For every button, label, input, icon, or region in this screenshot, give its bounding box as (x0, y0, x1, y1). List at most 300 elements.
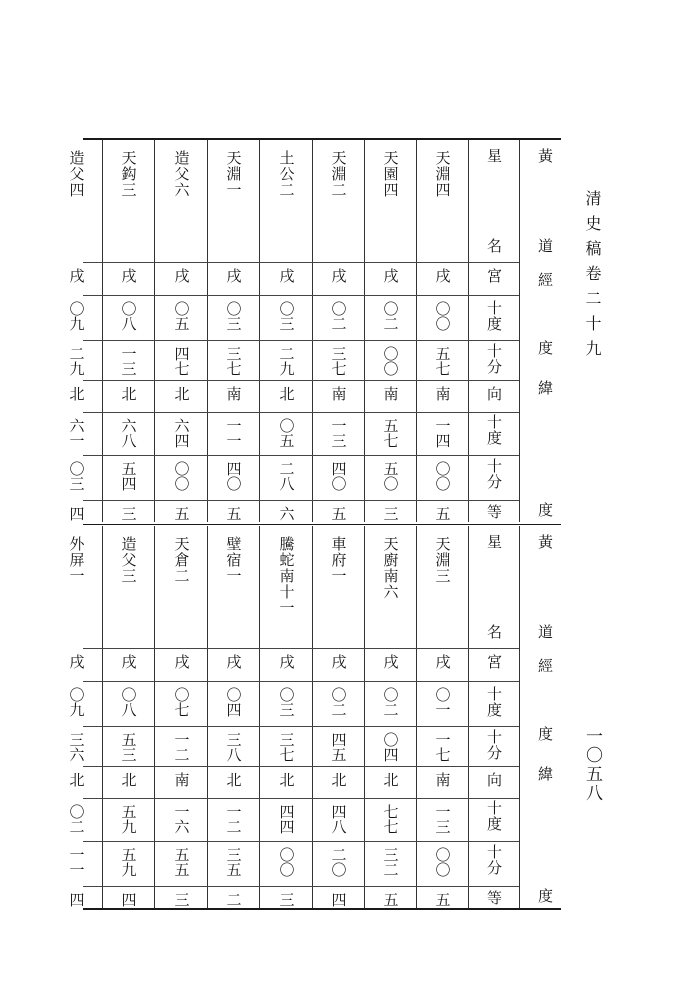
header-column-rule (519, 140, 520, 522)
cell-mag (364, 892, 416, 910)
cell-value: 〇八 (119, 301, 138, 331)
star-name: 造父六 (172, 150, 191, 198)
cell-name (312, 536, 364, 648)
cell-value: 戌 (329, 654, 348, 669)
cell-value: 五 (329, 506, 348, 521)
cell-mag (312, 892, 364, 910)
cell-mag (155, 892, 207, 910)
cell-wfen (260, 461, 312, 500)
cell-value: 〇二 (381, 687, 400, 717)
label-shifen_b: 十分 (485, 458, 503, 490)
cell-gong (50, 268, 102, 295)
row-rule (83, 500, 519, 501)
cell-value: 一一 (67, 847, 86, 877)
cell-dir (364, 386, 416, 412)
cell-mag (207, 892, 259, 910)
cell-value: 北 (277, 386, 296, 401)
cell-value: 〇八 (119, 687, 138, 717)
cell-wdu (102, 804, 154, 841)
cell-value: 六四 (172, 418, 191, 448)
column-rule (468, 140, 469, 522)
cell-value: 戌 (381, 268, 400, 283)
cell-wdu (416, 804, 468, 841)
cell-value: 北 (329, 772, 348, 787)
star-name: 壁宿一 (224, 536, 243, 584)
cell-dir (102, 772, 154, 798)
cell-value: 〇〇 (433, 461, 452, 491)
row-rule (83, 886, 519, 887)
cell-value: 一三 (119, 346, 138, 376)
header-title: 黃 (536, 148, 554, 164)
cell-value: 〇四 (381, 732, 400, 762)
cell-wdu (416, 418, 468, 455)
cell-value: 南 (172, 772, 191, 787)
label-xiang: 向 (485, 772, 503, 788)
cell-value: 〇二 (381, 301, 400, 331)
cell-jdu (416, 301, 468, 340)
cell-value: 五〇 (381, 461, 400, 491)
star-name: 天廚南六 (381, 536, 400, 600)
header-du: 度 (536, 726, 554, 742)
cell-value: 戌 (67, 654, 86, 669)
cell-gong (207, 268, 259, 295)
cell-name (260, 150, 312, 262)
cell-jdu (50, 687, 102, 726)
cell-jfen (312, 732, 364, 766)
cell-mag (416, 506, 468, 524)
cell-value: 三 (381, 506, 400, 521)
cell-value: 三七 (277, 732, 296, 762)
cell-value: 一二 (172, 732, 191, 762)
cell-wfen (207, 461, 259, 500)
star-name: 天淵一 (224, 150, 243, 198)
cell-value: 北 (119, 772, 138, 787)
row-rule (83, 455, 519, 456)
cell-wdu (50, 418, 102, 455)
cell-dir (312, 386, 364, 412)
cell-value: 二 (224, 892, 243, 907)
cell-wfen (260, 847, 312, 886)
cell-wfen (50, 461, 102, 500)
label-shidu_a: 十度 (485, 300, 503, 332)
cell-dir (260, 386, 312, 412)
cell-value: 〇五 (277, 418, 296, 448)
column-rule (468, 526, 469, 908)
label-gong: 宮 (485, 654, 503, 670)
row-rule (83, 726, 519, 727)
cell-wdu (312, 804, 364, 841)
cell-wfen (416, 461, 468, 500)
cell-value: 一三 (329, 418, 348, 448)
cell-value: 〇七 (172, 687, 191, 717)
cell-name (416, 536, 468, 648)
cell-value: 四〇 (329, 461, 348, 491)
cell-wdu (50, 804, 102, 841)
label-shidu_a: 十度 (485, 686, 503, 718)
cell-mag (364, 506, 416, 524)
cell-value: 〇〇 (433, 847, 452, 877)
cell-wfen (102, 461, 154, 500)
cell-jfen (416, 732, 468, 766)
cell-value: 〇三 (277, 687, 296, 717)
cell-dir (50, 386, 102, 412)
cell-dir (416, 386, 468, 412)
cell-jdu (416, 687, 468, 726)
page-number: 一〇五八 (582, 727, 602, 803)
label-deng: 等 (485, 504, 503, 520)
star-name: 天淵四 (433, 150, 452, 198)
header-title: 黃 (536, 534, 554, 550)
cell-value: 〇〇 (277, 847, 296, 877)
cell-gong (416, 268, 468, 295)
cell-jfen (155, 346, 207, 380)
row-rule (83, 412, 519, 413)
cell-value: 五九 (119, 804, 138, 834)
cell-value: 一四 (433, 418, 452, 448)
cell-dir (207, 386, 259, 412)
cell-jdu (50, 301, 102, 340)
cell-name (364, 150, 416, 262)
cell-dir (260, 772, 312, 798)
cell-dir (207, 772, 259, 798)
cell-gong (260, 654, 312, 681)
cell-jfen (207, 346, 259, 380)
star-name: 天淵二 (329, 150, 348, 198)
cell-wdu (155, 804, 207, 841)
cell-wdu (364, 418, 416, 455)
cell-gong (260, 268, 312, 295)
cell-name (50, 536, 102, 648)
cell-name (364, 536, 416, 648)
cell-mag (207, 506, 259, 524)
cell-wdu (207, 804, 259, 841)
cell-gong (155, 654, 207, 681)
cell-value: 二〇 (329, 847, 348, 877)
cell-value: 南 (381, 386, 400, 401)
cell-jfen (364, 346, 416, 380)
cell-value: 北 (172, 386, 191, 401)
cell-value: 一七 (433, 732, 452, 762)
cell-value: 戌 (381, 654, 400, 669)
star-name: 騰蛇南十一 (277, 536, 296, 616)
cell-wdu (312, 418, 364, 455)
cell-jdu (260, 687, 312, 726)
cell-mag (50, 506, 102, 524)
cell-value: 三二 (381, 847, 400, 877)
cell-mag (102, 892, 154, 910)
cell-jdu (312, 301, 364, 340)
header-jing: 經 (536, 272, 554, 288)
cell-wdu (102, 418, 154, 455)
cell-wfen (50, 847, 102, 886)
cell-name (50, 150, 102, 262)
header-wei: 緯 (536, 380, 554, 396)
cell-gong (102, 268, 154, 295)
cell-wfen (416, 847, 468, 886)
cell-wfen (207, 847, 259, 886)
cell-jfen (50, 732, 102, 766)
cell-value: 一一 (224, 418, 243, 448)
row-rule (83, 295, 519, 296)
cell-value: 五三 (119, 732, 138, 762)
cell-wfen (155, 461, 207, 500)
cell-value: 〇九 (67, 301, 86, 331)
cell-wdu (260, 418, 312, 455)
cell-jfen (416, 346, 468, 380)
cell-dir (364, 772, 416, 798)
label-xiang: 向 (485, 386, 503, 402)
cell-gong (312, 654, 364, 681)
cell-value: 〇五 (172, 301, 191, 331)
cell-value: 四 (67, 892, 86, 907)
cell-value: 三六 (67, 732, 86, 762)
label-ming: 名 (485, 624, 503, 640)
cell-value: 北 (67, 386, 86, 401)
cell-jfen (50, 346, 102, 380)
cell-value: 戌 (172, 268, 191, 283)
cell-value: 五五 (172, 847, 191, 877)
label-deng: 等 (485, 890, 503, 906)
row-rule (83, 841, 519, 842)
row-rule (83, 681, 519, 682)
cell-value: 五 (381, 892, 400, 907)
cell-value: 六一 (67, 418, 86, 448)
cell-gong (155, 268, 207, 295)
cell-jfen (312, 346, 364, 380)
cell-name (155, 536, 207, 648)
cell-gong (364, 268, 416, 295)
row-rule (83, 798, 519, 799)
cell-value: 二八 (277, 461, 296, 491)
star-name: 造父四 (67, 150, 86, 198)
cell-jfen (155, 732, 207, 766)
running-head: 清史稿卷二十九 (583, 190, 602, 365)
star-name: 天淵三 (433, 536, 452, 584)
cell-value: 〇一 (433, 687, 452, 717)
cell-mag (50, 892, 102, 910)
cell-wdu (364, 804, 416, 841)
cell-value: 〇九 (67, 687, 86, 717)
cell-mag (312, 506, 364, 524)
cell-value: 戌 (277, 268, 296, 283)
cell-value: 五 (433, 892, 452, 907)
cell-value: 北 (67, 772, 86, 787)
header-column-rule (519, 526, 520, 908)
cell-jdu (312, 687, 364, 726)
cell-value: 〇〇 (172, 461, 191, 491)
cell-value: 南 (224, 386, 243, 401)
cell-value: 〇三 (277, 301, 296, 331)
cell-jdu (364, 687, 416, 726)
cell-mag (260, 892, 312, 910)
cell-gong (416, 654, 468, 681)
cell-value: 戌 (224, 654, 243, 669)
cell-value: 五 (224, 506, 243, 521)
cell-wfen (364, 847, 416, 886)
cell-jdu (102, 687, 154, 726)
star-name: 天倉二 (172, 536, 191, 584)
cell-value: 〇三 (224, 301, 243, 331)
cell-name (207, 536, 259, 648)
cell-gong (50, 654, 102, 681)
cell-value: 南 (433, 386, 452, 401)
cell-value: 三 (277, 892, 296, 907)
cell-name (102, 536, 154, 648)
cell-value: 三 (119, 506, 138, 521)
cell-value: 〇二 (67, 804, 86, 834)
cell-gong (364, 654, 416, 681)
cell-jfen (260, 346, 312, 380)
row-rule (83, 766, 519, 767)
cell-value: 三七 (329, 346, 348, 376)
cell-value: 四八 (329, 804, 348, 834)
cell-value: 五 (433, 506, 452, 521)
cell-value: 四四 (277, 804, 296, 834)
star-name: 造父三 (119, 536, 138, 584)
row-rule (83, 380, 519, 381)
cell-value: 戌 (433, 654, 452, 669)
label-shifen_b: 十分 (485, 844, 503, 876)
cell-jdu (155, 301, 207, 340)
row-rule (83, 262, 519, 263)
cell-gong (312, 268, 364, 295)
cell-value: 四 (67, 506, 86, 521)
cell-value: 二九 (67, 346, 86, 376)
cell-jfen (102, 732, 154, 766)
cell-name (155, 150, 207, 262)
cell-gong (207, 654, 259, 681)
cell-dir (155, 772, 207, 798)
star-name: 外屏一 (67, 536, 86, 584)
label-shidu_b: 十度 (485, 800, 503, 832)
label-shifen_a: 十分 (485, 729, 503, 761)
cell-gong (102, 654, 154, 681)
cell-value: 南 (329, 386, 348, 401)
label-gong: 宮 (485, 268, 503, 284)
cell-value: 戌 (67, 268, 86, 283)
cell-value: 南 (433, 772, 452, 787)
cell-jdu (260, 301, 312, 340)
header-du2: 度 (536, 888, 554, 904)
cell-value: 四 (119, 892, 138, 907)
cell-jdu (207, 301, 259, 340)
cell-wfen (312, 461, 364, 500)
cell-value: 五 (172, 506, 191, 521)
cell-mag (260, 506, 312, 524)
cell-dir (102, 386, 154, 412)
block-divider-rule (83, 524, 561, 525)
cell-value: 〇三 (67, 461, 86, 491)
header-jing: 經 (536, 658, 554, 674)
label-xing: 星 (485, 148, 503, 164)
cell-value: 一二 (224, 804, 243, 834)
cell-value: 六 (277, 506, 296, 521)
header-du: 度 (536, 340, 554, 356)
cell-value: 戌 (119, 654, 138, 669)
cell-value: 戌 (433, 268, 452, 283)
cell-jfen (102, 346, 154, 380)
header-dao: 道 (536, 238, 554, 254)
cell-value: 五七 (381, 418, 400, 448)
cell-value: 〇〇 (381, 346, 400, 376)
cell-value: 三五 (224, 847, 243, 877)
cell-value: 四五 (329, 732, 348, 762)
cell-value: 戌 (329, 268, 348, 283)
cell-value: 戌 (224, 268, 243, 283)
cell-value: 一三 (433, 804, 452, 834)
cell-wfen (155, 847, 207, 886)
cell-wdu (207, 418, 259, 455)
cell-value: 二九 (277, 346, 296, 376)
header-dao: 道 (536, 624, 554, 640)
cell-dir (50, 772, 102, 798)
cell-value: 〇二 (329, 301, 348, 331)
cell-value: 北 (381, 772, 400, 787)
cell-jdu (207, 687, 259, 726)
cell-value: 戌 (119, 268, 138, 283)
cell-value: 三八 (224, 732, 243, 762)
star-name: 車府一 (329, 536, 348, 584)
cell-jdu (155, 687, 207, 726)
cell-mag (416, 892, 468, 910)
cell-name (416, 150, 468, 262)
cell-name (102, 150, 154, 262)
cell-value: 三七 (224, 346, 243, 376)
cell-name (207, 150, 259, 262)
cell-value: 五四 (119, 461, 138, 491)
star-name: 天園四 (381, 150, 400, 198)
cell-value: 三 (172, 892, 191, 907)
cell-value: 〇〇 (433, 301, 452, 331)
cell-mag (155, 506, 207, 524)
cell-value: 五九 (119, 847, 138, 877)
row-rule (83, 648, 519, 649)
cell-value: 六八 (119, 418, 138, 448)
cell-wdu (260, 804, 312, 841)
cell-jfen (364, 732, 416, 766)
cell-wfen (312, 847, 364, 886)
cell-name (260, 536, 312, 648)
cell-jdu (102, 301, 154, 340)
cell-value: 四〇 (224, 461, 243, 491)
cell-value: 四七 (172, 346, 191, 376)
cell-value: 五七 (433, 346, 452, 376)
cell-value: 〇二 (329, 687, 348, 717)
header-wei: 緯 (536, 766, 554, 782)
cell-dir (155, 386, 207, 412)
cell-name (312, 150, 364, 262)
cell-dir (416, 772, 468, 798)
cell-jfen (207, 732, 259, 766)
label-ming: 名 (485, 238, 503, 254)
cell-wfen (364, 461, 416, 500)
cell-jdu (364, 301, 416, 340)
label-shidu_b: 十度 (485, 414, 503, 446)
cell-value: 〇四 (224, 687, 243, 717)
label-shifen_a: 十分 (485, 343, 503, 375)
cell-value: 戌 (172, 654, 191, 669)
cell-value: 北 (119, 386, 138, 401)
cell-value: 七七 (381, 804, 400, 834)
label-xing: 星 (485, 534, 503, 550)
star-name: 土公二 (277, 150, 296, 198)
cell-value: 北 (277, 772, 296, 787)
star-name: 天鈎三 (119, 150, 138, 198)
cell-wdu (155, 418, 207, 455)
cell-jfen (260, 732, 312, 766)
cell-mag (102, 506, 154, 524)
cell-value: 四 (329, 892, 348, 907)
